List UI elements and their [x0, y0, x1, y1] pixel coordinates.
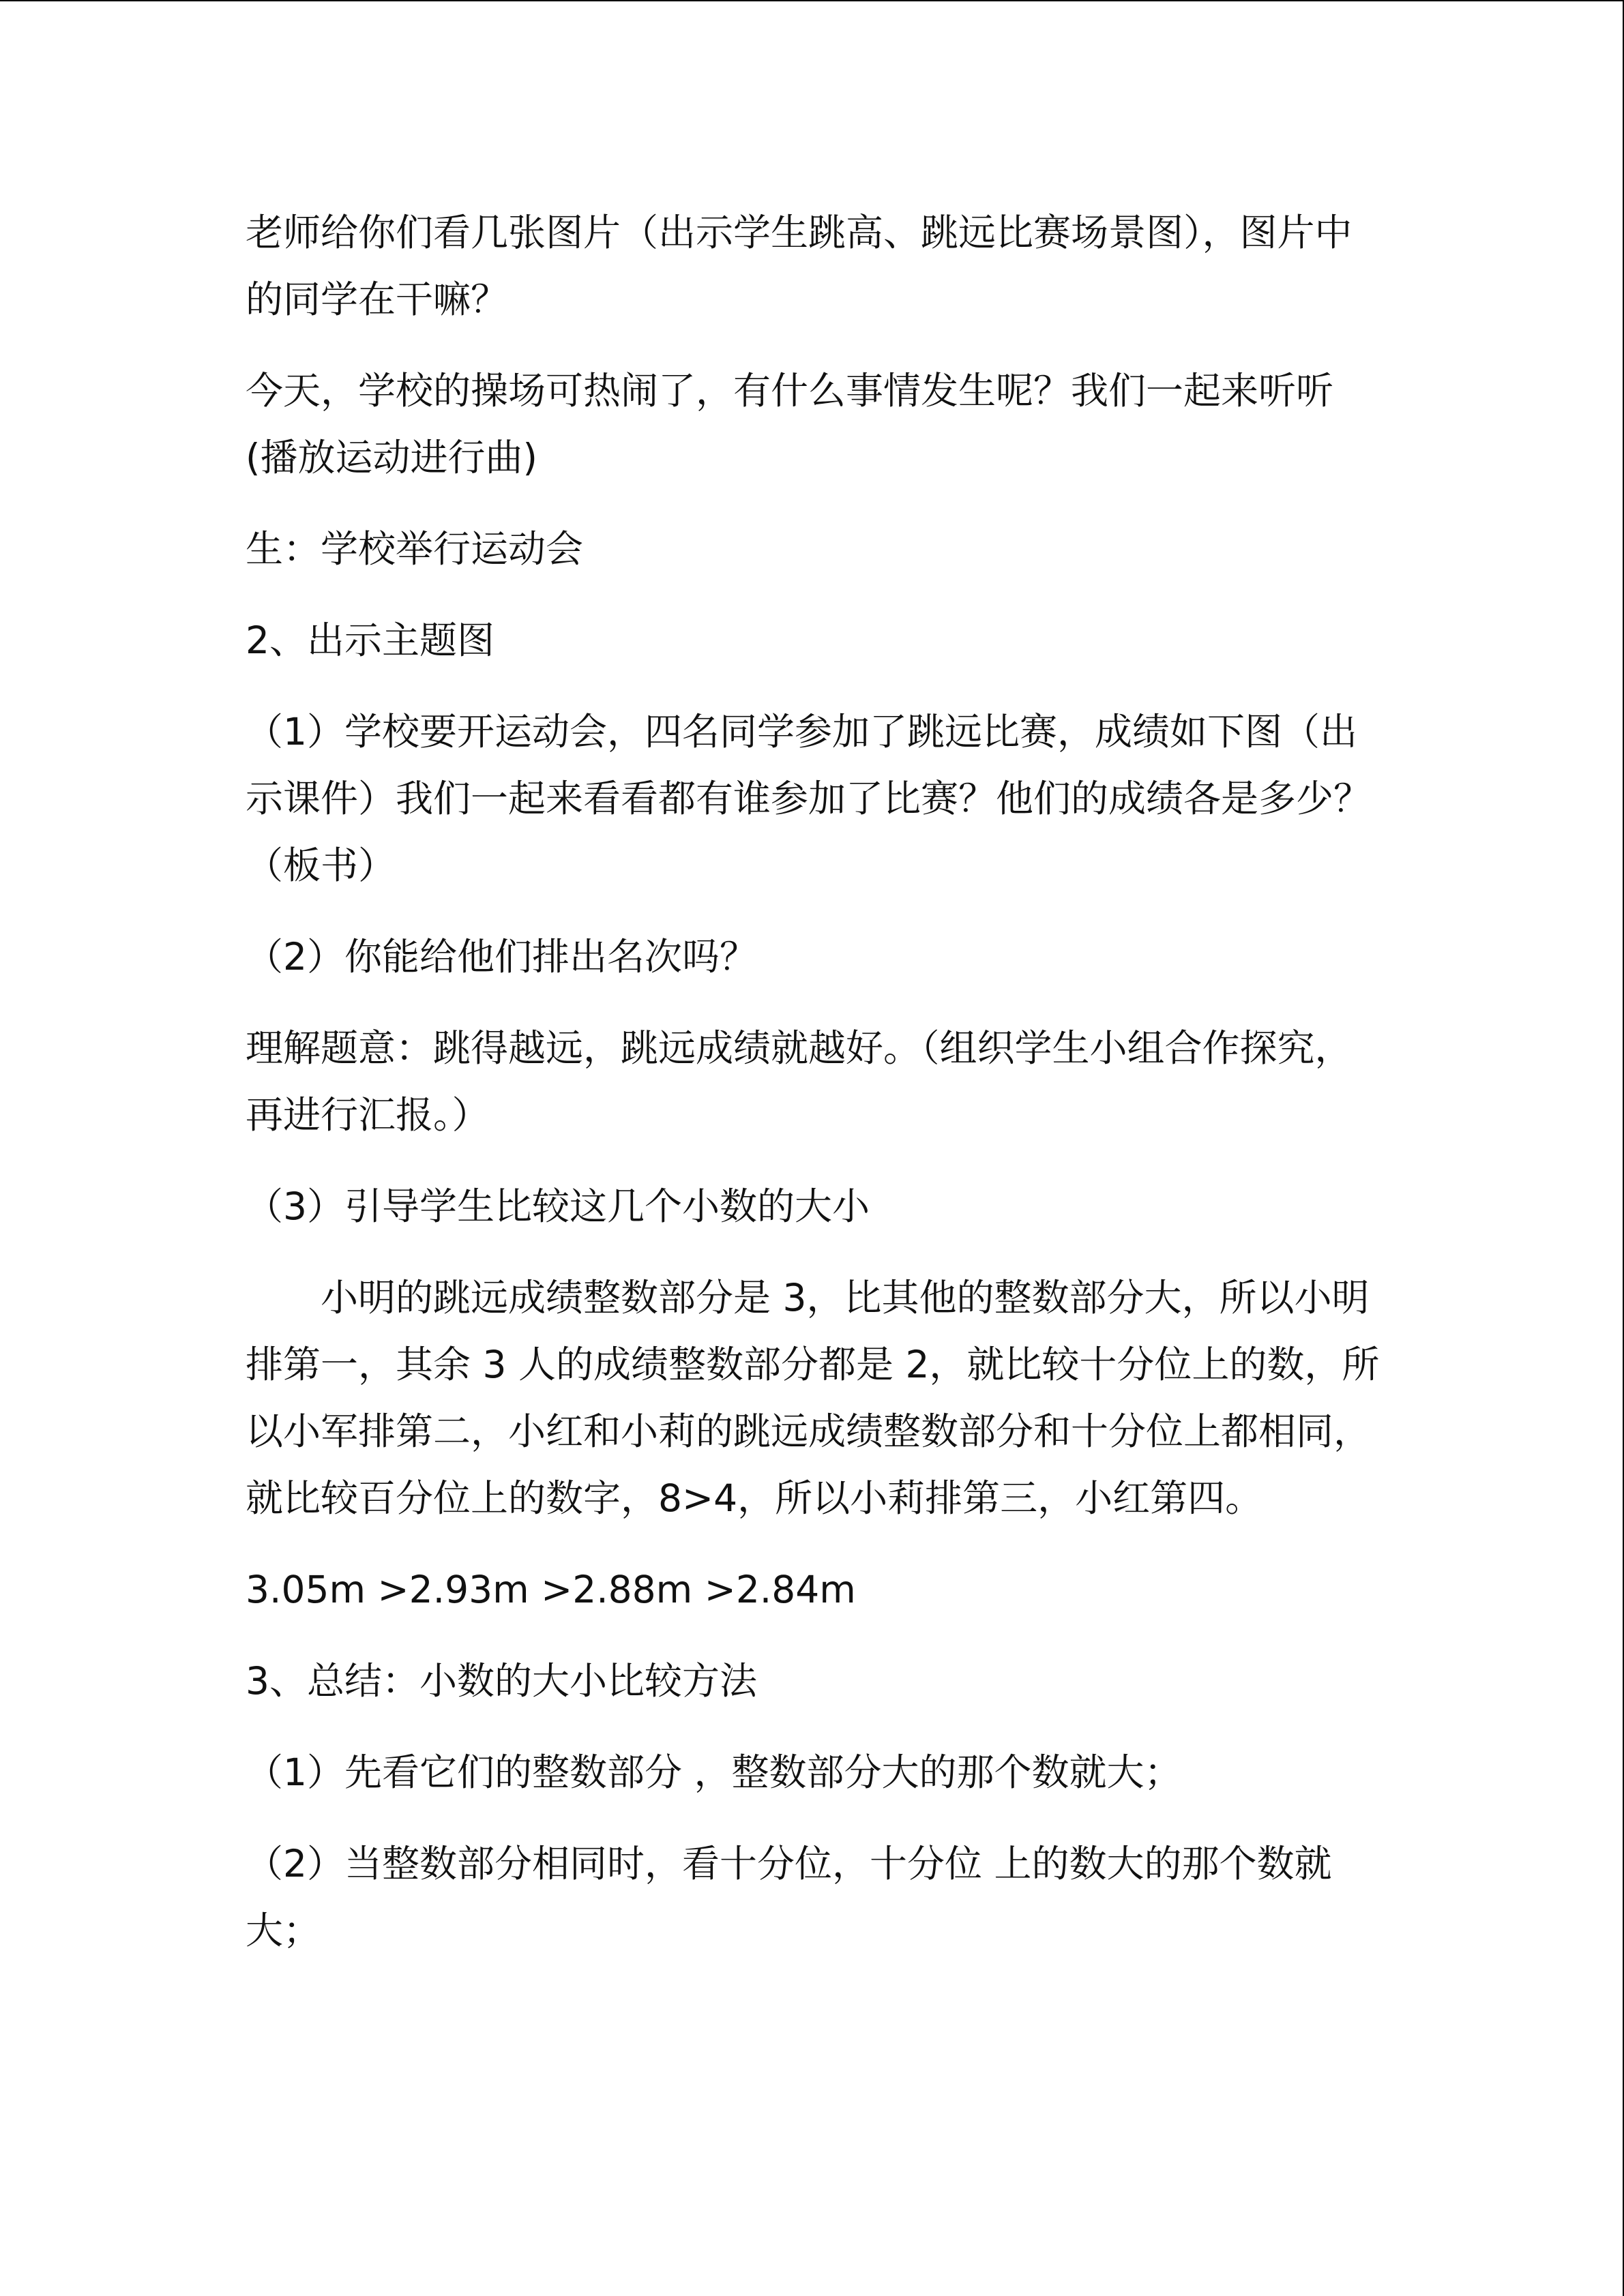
paragraph-explanation: 小明的跳远成绩整数部分是 3，比其他的整数部分大，所以小明排第一，其余 3 人的成绩整数部分都是 2，就比较十分位上的数，所以小军排第二，小红和小莉的跳远成绩整数部分和十分位上都相同，就比较百分位上的数字，8>4，所以小莉排第三，小红第四。	[246, 1276, 1380, 1520]
paragraph-playground: 今天，学校的操场可热闹了，有什么事情发生呢？我们一起来听听(播放运动进行曲)	[246, 369, 1334, 479]
paragraph-rule-2: （2）当整数部分相同时，看十分位，十分位 上的数大的那个数就大；	[246, 1842, 1332, 1952]
paragraph-student-answer: 生：学校举行运动会	[246, 527, 584, 571]
paragraph-step-1: （1）学校要开运动会，四名同学参加了跳远比赛，成绩如下图（出示课件）我们一起来看看都有谁参加了比赛？他们的成绩各是多少？（板书）	[246, 710, 1372, 887]
paragraph-step-2: （2）你能给他们排出名次吗？	[246, 935, 757, 979]
paragraph-ranking: 3.05m >2.93m >2.88m >2.84m	[246, 1568, 856, 1611]
paragraph-heading-theme: 2、出示主题图	[246, 618, 494, 662]
paragraph-step-3: （3）引导学生比较这几个小数的大小	[246, 1184, 870, 1228]
paragraph-rule-1: （1）先看它们的整数部分 ，整数部分大的那个数就大；	[246, 1750, 1182, 1794]
document-body	[246, 199, 1385, 1964]
paragraph-heading-summary: 3、总结：小数的大小比较方法	[246, 1659, 757, 1703]
paragraph-intro-question: 老师给你们看几张图片（出示学生跳高、跳远比赛场景图），图片中的同学在干嘛？	[246, 211, 1353, 321]
paragraph-understanding: 理解题意：跳得越远，跳远成绩就越好。（组织学生小组合作探究，再进行汇报。）	[246, 1026, 1353, 1137]
